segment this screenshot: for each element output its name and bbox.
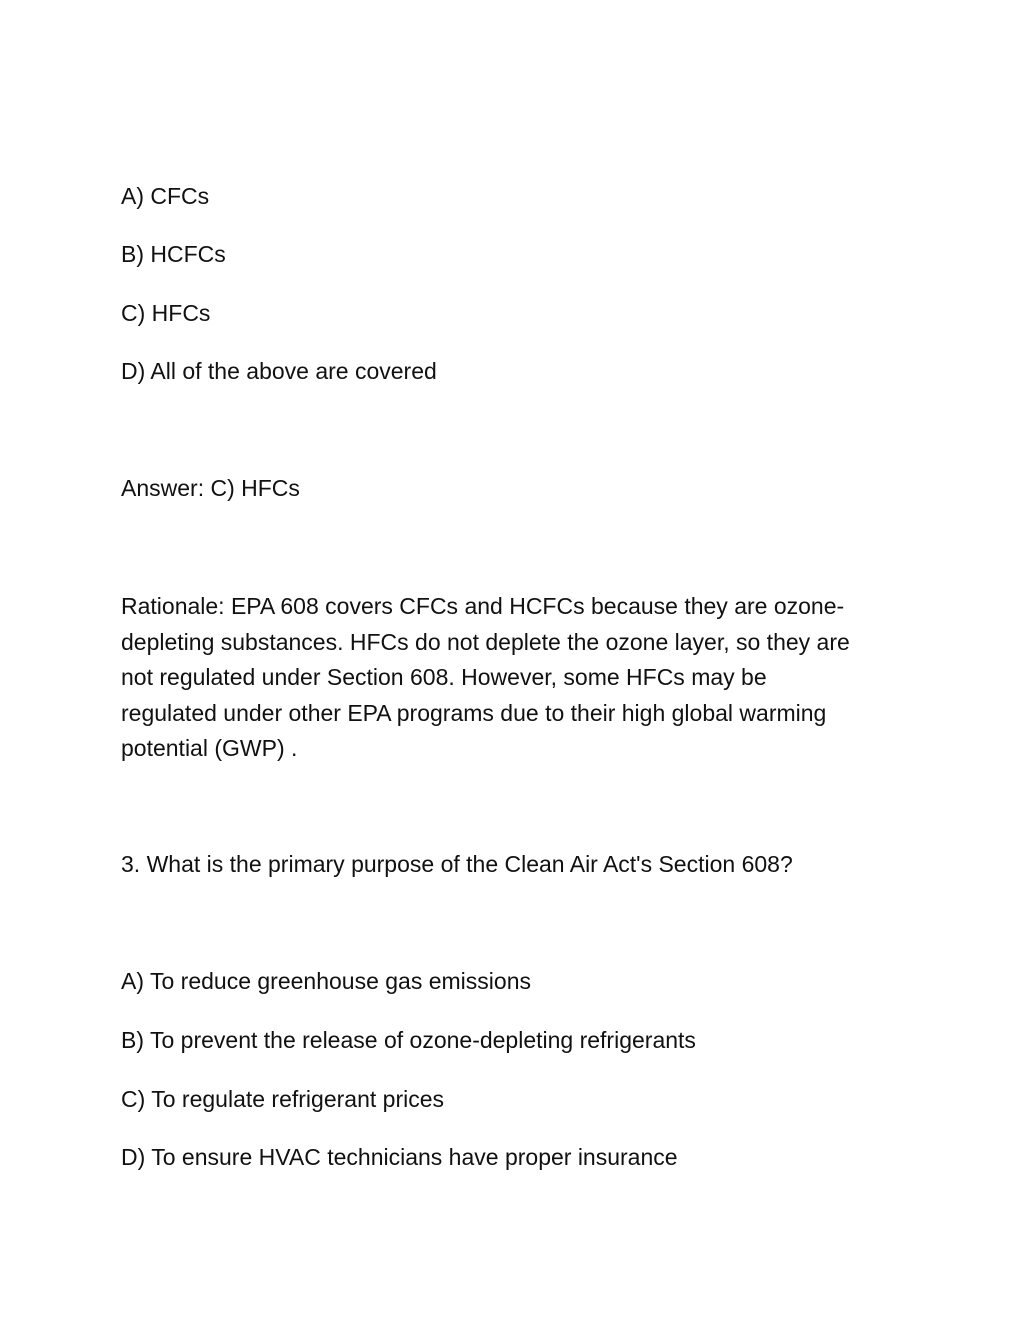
rationale-line: Rationale: EPA 608 covers CFCs and HCFCs because they are ozone-: [121, 593, 845, 619]
q3-question: 3. What is the primary purpose of the Clean Air Act's Section 608?: [121, 851, 793, 877]
q2-answer: Answer: C) HFCs: [121, 475, 300, 501]
q3-option-d: D) To ensure HVAC technicians have proper insurance: [121, 1144, 678, 1170]
q2-option-b: B) HCFCs: [121, 241, 226, 267]
q3-option-a: A) To reduce greenhouse gas emissions: [121, 968, 531, 994]
rationale-line: regulated under other EPA programs due to their high global warming: [121, 699, 827, 726]
q2-rationale: [121, 589, 911, 767]
q2-option-d: D) All of the above are covered: [121, 358, 437, 384]
rationale-line: potential (GWP) .: [121, 735, 298, 761]
q3-option-b: B) To prevent the release of ozone-depleting refrigerants: [121, 1027, 696, 1053]
rationale-line: not regulated under Section 608. However, some HFCs may be: [121, 664, 767, 690]
q3-option-c: C) To regulate refrigerant prices: [121, 1086, 444, 1112]
q2-option-c: C) HFCs: [121, 300, 211, 326]
rationale-line: depleting substances. HFCs do not deplete the ozone layer, so they are: [121, 628, 850, 655]
q2-option-a: A) CFCs: [121, 183, 210, 209]
